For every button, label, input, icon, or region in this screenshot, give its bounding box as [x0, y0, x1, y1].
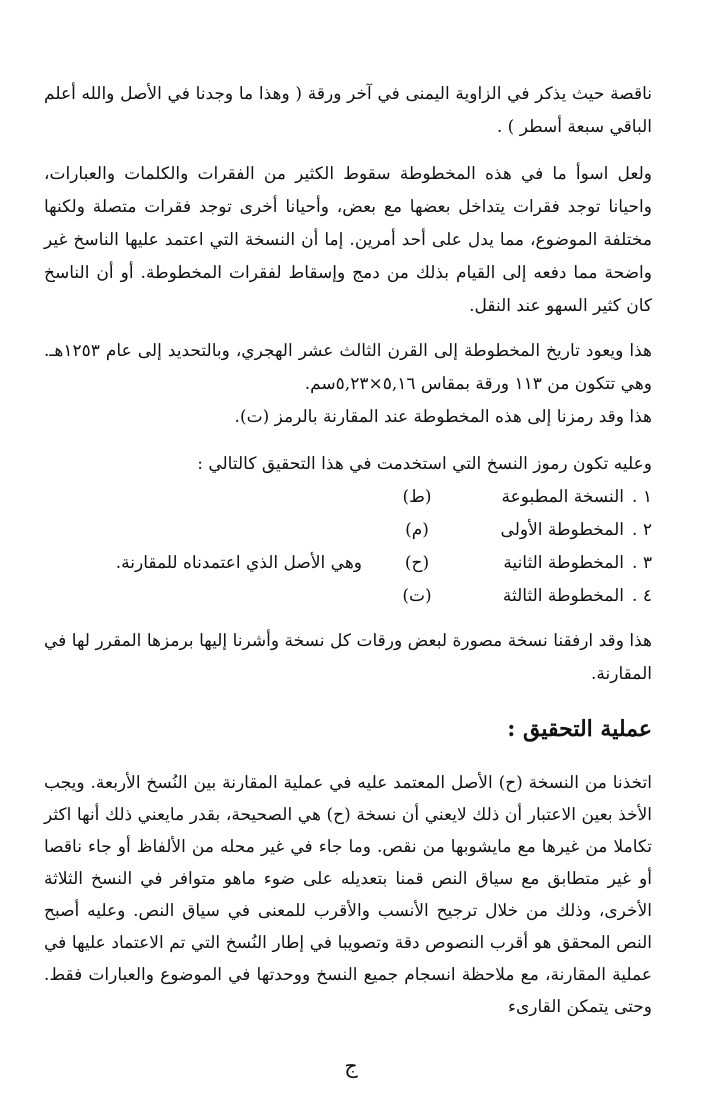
list-item-name: النسخة المطبوعة [501, 487, 624, 507]
list-item-number: ٢ . [632, 520, 652, 540]
paragraph-attached-copies: هذا وقد ارفقنا نسخة مصورة لبعض ورقات كل نسخة وأشرنا إليها برمزها المقرر لها في المقارنة. [44, 631, 652, 684]
list-item-code: (ط) [402, 487, 432, 507]
list-item-note: وهي الأصل الذي اعتمدناه للمقارنة. [115, 553, 362, 573]
sources-list [44, 481, 652, 613]
paragraph-manuscript-date: هذا ويعود تاريخ المخطوطة إلى القرن الثالث عشر الهجري، وبالتحديد إلى عام ١٢٥٣هـ. وهي تتكون من ١١٣ ورقة بمقاس ٥,١٦×٥,٢٣سم. [44, 341, 652, 394]
list-item-name: المخطوطة الثالثة [502, 586, 624, 606]
paragraph-manuscript-defects: ولعل اسوأ ما في هذه المخطوطة سقوط الكثير من الفقرات والكلمات والعبارات، واحيانا توجد فقرات يتداخل بعضها مع بعض، وأحيانا أخرى توجد فقرات متصلة ولكنها مختلفة الموضوع، مما يدل على أحد أمرين. إما أن النسخة التي اعتمد عليها الناسخ غير واضحة مما دفعه إلى القيام بذلك من دمج وإسقاط لفقرات المخطوطة. أو أن الناسخ كان كثير السهو عند النقل. [44, 164, 652, 316]
list-item-code: (ح) [404, 553, 430, 573]
paragraph-manuscript-symbol: هذا وقد رمزنا إلى هذه المخطوطة عند المقارنة بالرمز (ت). [234, 407, 652, 427]
list-item-number: ١ . [632, 487, 652, 507]
list-item-name: المخطوطة الأولى [500, 520, 624, 540]
list-item-code: (م) [405, 520, 429, 540]
paragraph-sources-intro: وعليه تكون رموز النسخ التي استخدمت في هذا التحقيق كالتالي : [197, 454, 652, 474]
list-item-number: ٤ . [632, 586, 652, 606]
section-heading: عملية التحقيق : [507, 716, 652, 742]
page-number: ج [344, 1054, 358, 1078]
paragraph-verification-process: اتخذنا من النسخة (ح) الأصل المعتمد عليه في عملية المقارنة بين النُسخ الأربعة. ويجب الأخذ بعين الاعتبار أن ذلك لايعني أن نسخة (ح) هي الصحيحة، بقدر مايعني ذلك أنها اكثر تكاملا من غيرها مع مايشوبها من نقص. وما جاء في غير محله من الألفاظ أو جاء ناقصا أو غير متطابق مع سياق النص قمنا بتعديله على ضوء ماهو متوافر في النسخ الثلاثة الأخرى، وذلك من خلال ترجيح الأنسب والأقرب للمعنى في سياق النص. وعليه أصبح النص المحقق هو أقرب النصوص دقة وتصويبا في إطار النُسخ التي تم الاعتماد عليها في عملية المقارنة، مع ملاحظة انسجام جميع النسخ ووحدتها في الموضوع والعبارات فقط. وحتى يتمكن القارىء [44, 773, 652, 1017]
sources-list-item [44, 514, 652, 547]
list-item-name: المخطوطة الثانية [503, 553, 624, 573]
sources-list-item [44, 580, 652, 613]
sources-list-item [44, 547, 652, 580]
sources-list-item [44, 481, 652, 514]
list-item-code: (ت) [402, 586, 432, 606]
list-item-number: ٣ . [632, 553, 652, 573]
paragraph-manuscript-incomplete: ناقصة حيث يذكر في الزاوية اليمنى في آخر ورقة ( وهذا ما وجدنا في الأصل والله أعلم الباقي سبعة أسطر ) . [44, 84, 652, 137]
